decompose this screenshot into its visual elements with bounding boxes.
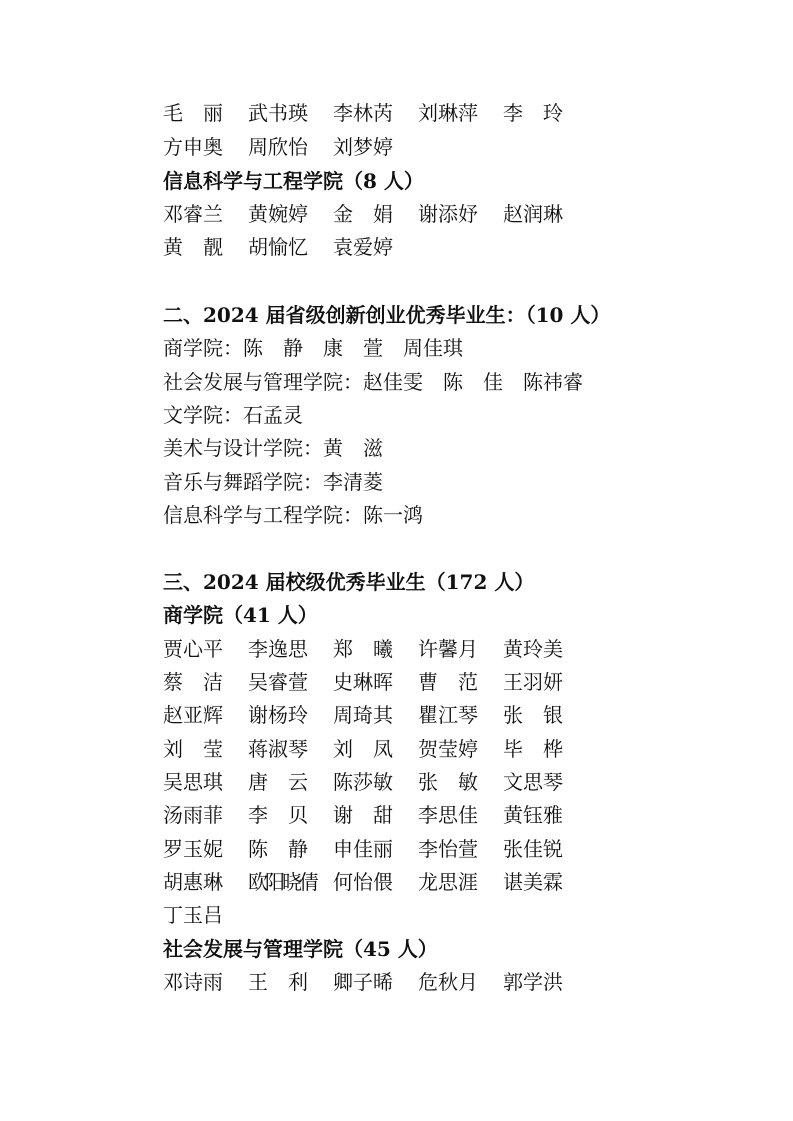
- student-name: 贾心平: [163, 637, 223, 661]
- student-name: 谢 甜: [333, 803, 393, 827]
- section-heading: 社会发展与管理学院（45 人）: [163, 937, 438, 961]
- student-name: 丁玉吕: [163, 903, 223, 927]
- name-row: [163, 766, 588, 799]
- student-name: 武书瑛: [248, 101, 308, 125]
- student-name: 唐 云: [248, 770, 308, 794]
- name-row: [163, 799, 588, 832]
- student-name: 郑 曦: [333, 637, 393, 661]
- student-name: 黄钰雅: [503, 803, 563, 827]
- student-name: 刘梦婷: [333, 135, 393, 159]
- student-name: 李思佳: [418, 803, 478, 827]
- student-name: 李林芮: [333, 101, 393, 125]
- student-name: 胡愉忆: [248, 235, 308, 259]
- name-row: [163, 966, 588, 999]
- student-name: 周欣怡: [248, 135, 308, 159]
- student-name: 龙思涯: [418, 870, 478, 894]
- student-name: 黄婉婷: [248, 202, 308, 226]
- student-name: 邓睿兰: [163, 202, 223, 226]
- student-name: 邓诗雨: [163, 970, 223, 994]
- student-name: 毛 丽: [163, 101, 223, 125]
- student-name: 李 玲: [503, 101, 563, 125]
- student-name: 李逸思: [248, 637, 308, 661]
- student-name: 谌美霖: [503, 870, 563, 894]
- student-name: 陈莎敏: [333, 770, 393, 794]
- student-name: 何怡偎: [333, 870, 393, 894]
- award-line: 社会发展与管理学院：赵佳雯 陈 佳 陈祎睿: [163, 370, 583, 394]
- student-name: 黄 靓: [163, 235, 223, 259]
- student-name: 刘 莹: [163, 737, 223, 761]
- student-name: 文思琴: [503, 770, 563, 794]
- student-name: 谢添妤: [418, 202, 478, 226]
- student-name: 汤雨菲: [163, 803, 223, 827]
- student-name: 危秋月: [418, 970, 478, 994]
- student-name: 申佳丽: [333, 837, 393, 861]
- name-row: [163, 733, 588, 766]
- name-row: [163, 899, 248, 932]
- student-name: 李 贝: [248, 803, 308, 827]
- student-name: 张 银: [503, 703, 563, 727]
- student-name: 贺莹婷: [418, 737, 478, 761]
- student-name: 刘琳萍: [418, 101, 478, 125]
- award-line: 美术与设计学院：黄 滋: [163, 436, 383, 460]
- section-heading: 三、2024 届校级优秀毕业生（172 人）: [163, 570, 535, 594]
- student-name: 张 敏: [418, 770, 478, 794]
- name-row: [163, 866, 588, 899]
- name-row: [163, 131, 418, 164]
- student-name: 吴睿萱: [248, 670, 308, 694]
- student-name: 郭学洪: [503, 970, 563, 994]
- student-name: 赵润琳: [503, 202, 563, 226]
- name-row: [163, 97, 588, 130]
- student-name: 金 娟: [333, 202, 393, 226]
- student-name: 蔡 洁: [163, 670, 223, 694]
- award-line: 文学院：石孟灵: [163, 403, 303, 427]
- award-line: 音乐与舞蹈学院：李清菱: [163, 470, 383, 494]
- student-name: 毕 桦: [503, 737, 563, 761]
- student-name: 胡惠琳: [163, 870, 223, 894]
- student-name: 张佳锐: [503, 837, 563, 861]
- award-line: 商学院：陈 静 康 萱 周佳琪: [163, 336, 463, 360]
- student-name: 黄玲美: [503, 637, 563, 661]
- student-name: 王羽妍: [503, 670, 563, 694]
- name-row: [163, 198, 588, 231]
- student-name: 许馨月: [418, 637, 478, 661]
- student-name: 袁爱婷: [333, 235, 393, 259]
- section-heading: 信息科学与工程学院（8 人）: [163, 169, 424, 193]
- name-row: [163, 231, 418, 264]
- student-name: 史琳晖: [333, 670, 393, 694]
- student-name: 方申奥: [163, 135, 223, 159]
- student-name: 谢杨玲: [248, 703, 308, 727]
- student-name: 欧阳晓倩: [248, 870, 316, 894]
- student-name: 吴思琪: [163, 770, 223, 794]
- student-name: 李怡萱: [418, 837, 478, 861]
- student-name: 曹 范: [418, 670, 478, 694]
- name-row: [163, 666, 588, 699]
- name-row: [163, 699, 588, 732]
- student-name: 周琦其: [333, 703, 393, 727]
- student-name: 王 利: [248, 970, 308, 994]
- section-heading: 商学院（41 人）: [163, 603, 318, 627]
- student-name: 刘 凤: [333, 737, 393, 761]
- student-name: 罗玉妮: [163, 837, 223, 861]
- student-name: 赵亚辉: [163, 703, 223, 727]
- name-row: [163, 833, 588, 866]
- name-row: [163, 633, 588, 666]
- student-name: 瞿江琴: [418, 703, 478, 727]
- student-name: 蒋淑琴: [248, 737, 308, 761]
- section-heading: 二、2024 届省级创新创业优秀毕业生：（10 人）: [163, 303, 611, 327]
- student-name: 陈 静: [248, 837, 308, 861]
- student-name: 卿子晞: [333, 970, 393, 994]
- award-line: 信息科学与工程学院：陈一鸿: [163, 503, 423, 527]
